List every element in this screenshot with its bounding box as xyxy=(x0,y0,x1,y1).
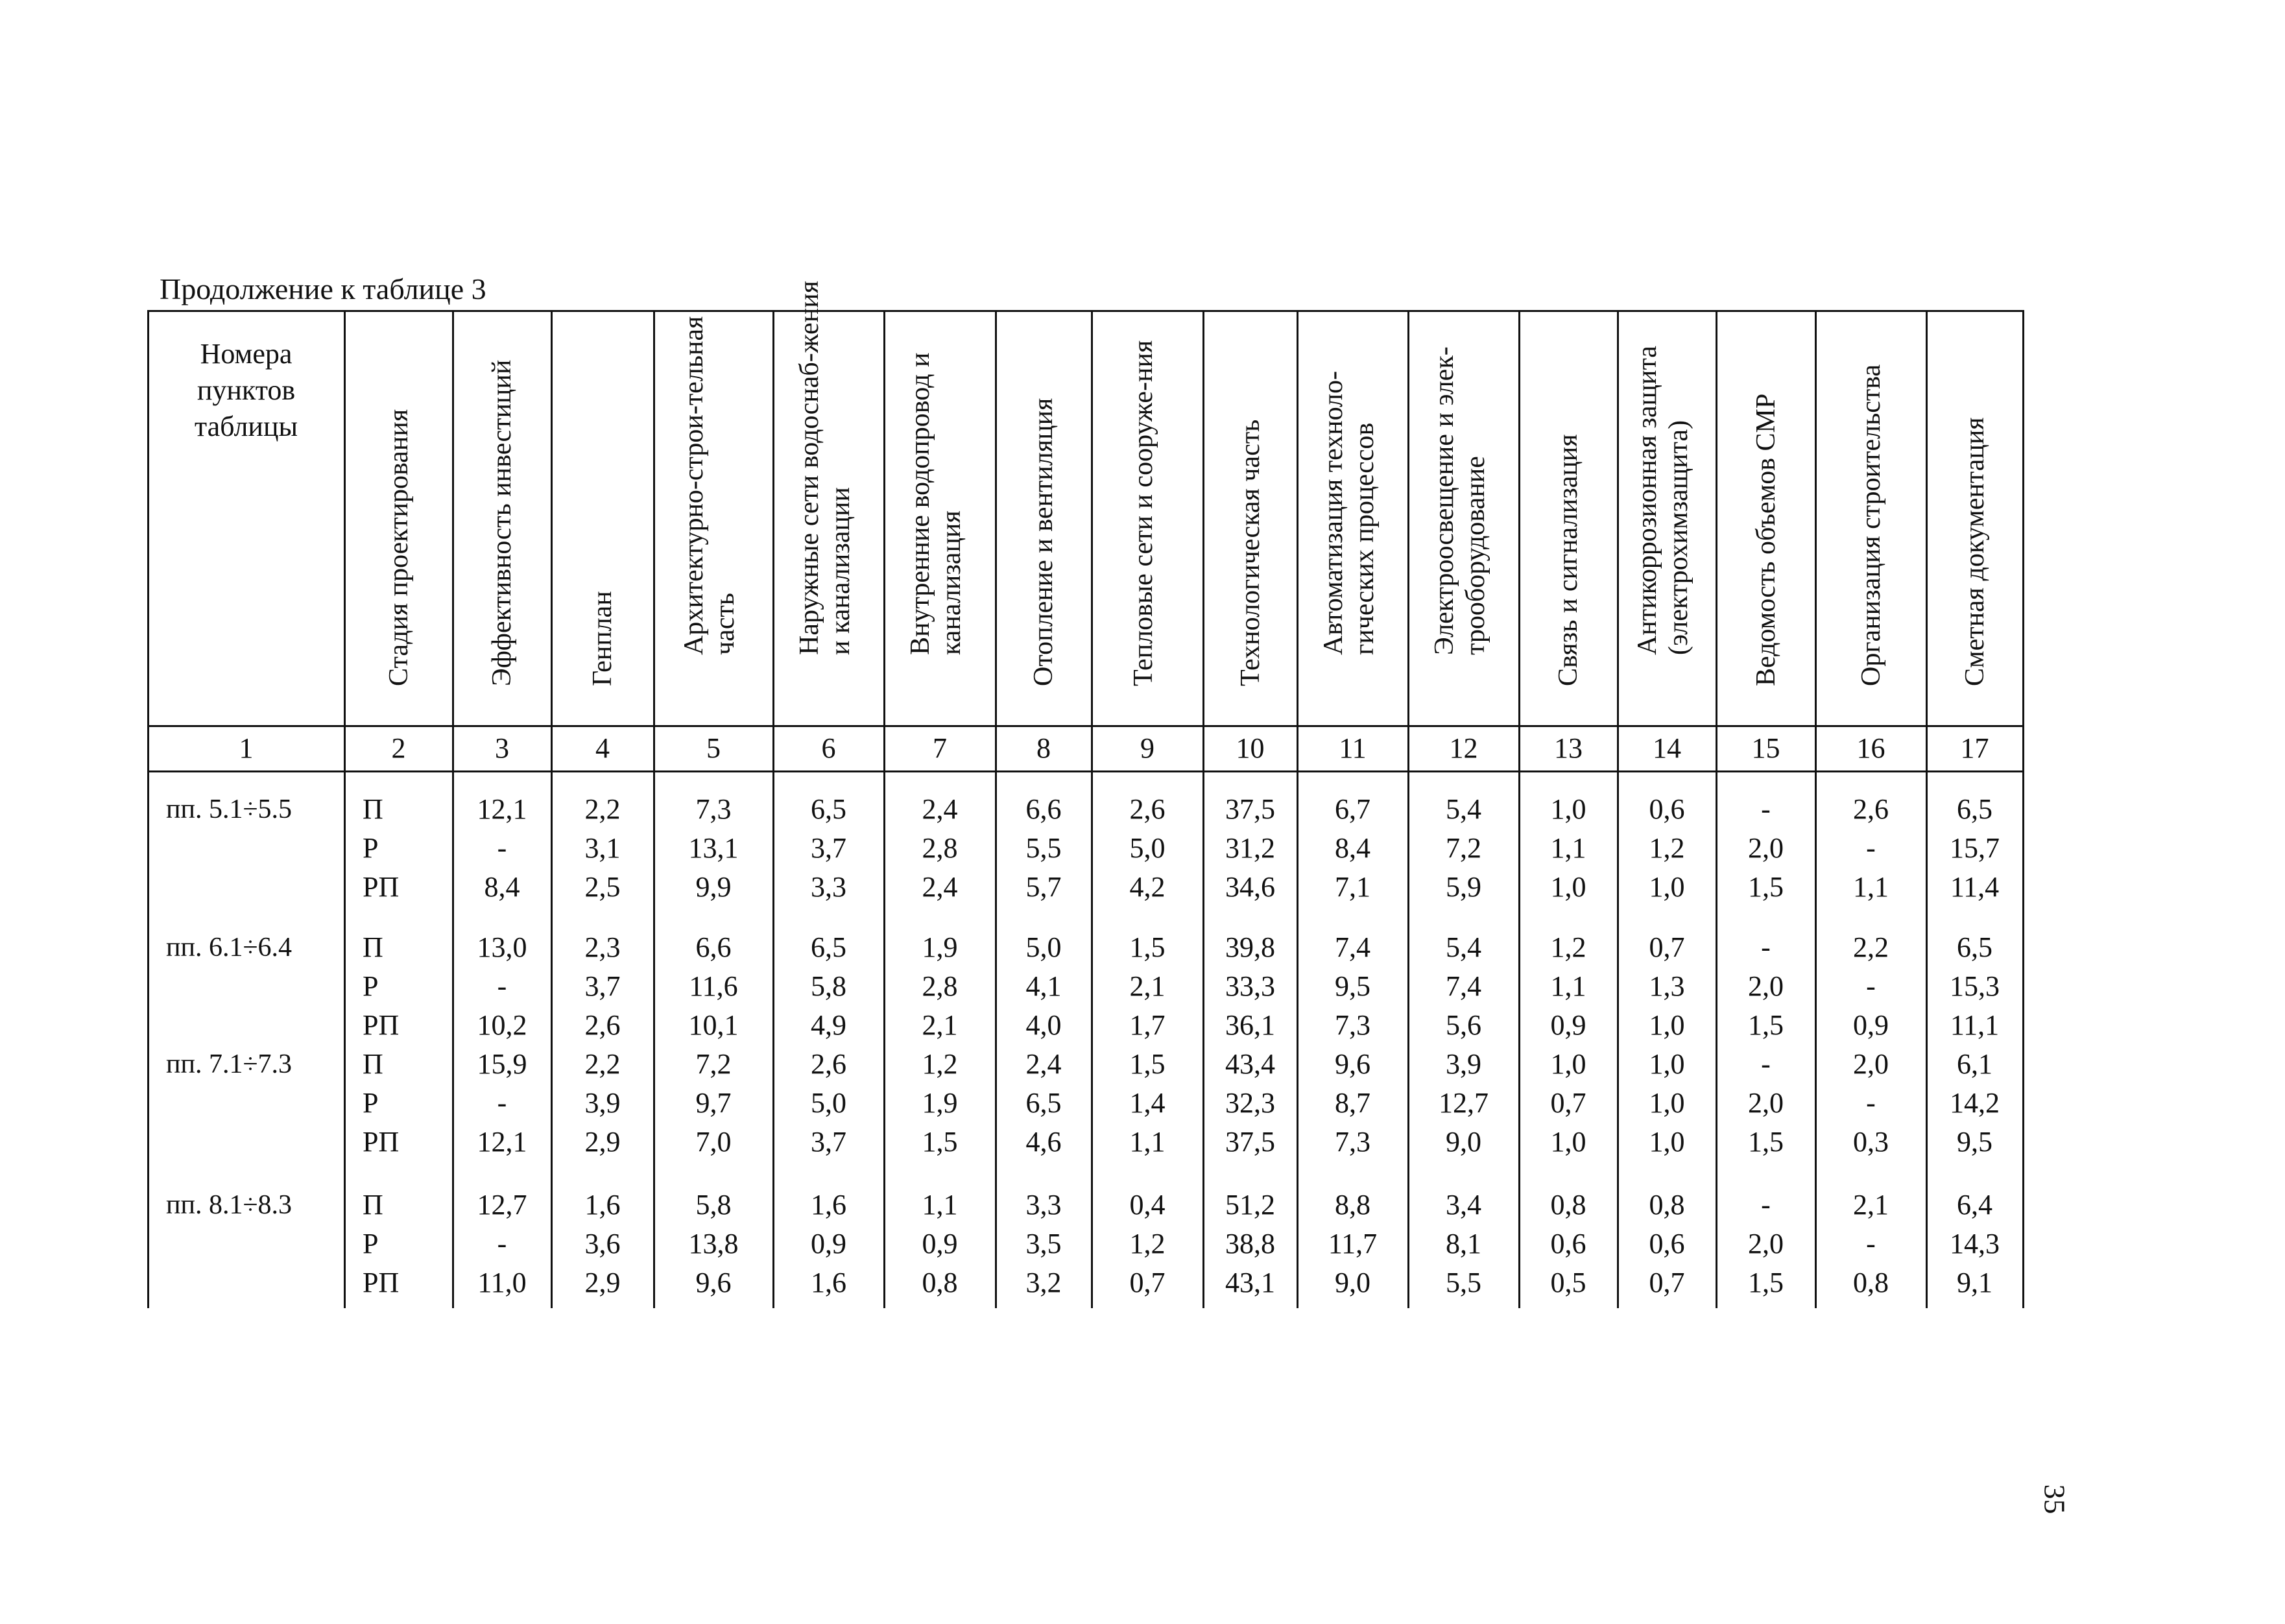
value-cell: 1,2 xyxy=(922,1048,958,1080)
group-label: пп. 6.1÷6.4 xyxy=(166,933,293,962)
value-cell: 2,8 xyxy=(922,832,958,864)
value-cell: 12,1 xyxy=(477,1126,527,1158)
value-cell: 2,4 xyxy=(922,793,958,825)
value-cell: 1,5 xyxy=(1748,1009,1784,1041)
value-cell: 3,4 xyxy=(1446,1189,1481,1221)
value-cell: 2,2 xyxy=(584,1048,621,1080)
value-cell: 5,0 xyxy=(1025,931,1062,963)
value-cell: 3,7 xyxy=(811,1126,846,1158)
group-label: пп. 5.1÷5.5 xyxy=(166,794,293,824)
header-cell xyxy=(1815,310,1926,725)
value-cell: 11,7 xyxy=(1328,1228,1378,1260)
value-cell: - xyxy=(497,832,507,864)
stage-cell: Р xyxy=(363,832,379,864)
value-cell: 5,6 xyxy=(1446,1009,1481,1041)
header-rotated-label: Автоматизация техноло-гических процессов xyxy=(1319,370,1380,655)
value-cell: 14,3 xyxy=(1950,1228,2000,1260)
value-cell: 5,4 xyxy=(1446,931,1481,963)
header-rotated-label: Электроосвещение и элек-трооборудование xyxy=(1430,346,1490,655)
value-cell: 11,6 xyxy=(689,970,738,1002)
value-cell: 38,8 xyxy=(1225,1228,1275,1260)
header-cell xyxy=(1297,310,1408,725)
value-cell: 1,0 xyxy=(1649,871,1685,903)
value-cell: 0,7 xyxy=(1649,931,1685,963)
column-number: 9 xyxy=(1140,732,1154,764)
value-cell: 7,4 xyxy=(1446,970,1481,1002)
value-cell: 9,7 xyxy=(695,1087,732,1119)
value-cell: 7,2 xyxy=(695,1048,732,1080)
value-cell: 5,9 xyxy=(1446,871,1481,903)
column-number: 2 xyxy=(391,732,406,764)
value-cell: 2,5 xyxy=(584,871,621,903)
value-cell: 6,6 xyxy=(1025,793,1062,825)
value-cell: 1,9 xyxy=(922,931,958,963)
header-cell xyxy=(996,310,1092,725)
column-number: 7 xyxy=(933,732,947,764)
value-cell: 9,5 xyxy=(1957,1126,1992,1158)
header-cell xyxy=(551,310,654,725)
value-cell: 2,0 xyxy=(1853,1048,1889,1080)
value-cell: 6,5 xyxy=(811,931,846,963)
header-rotated-label: Отопление и вентиляция xyxy=(1029,398,1059,686)
value-cell: 13,8 xyxy=(688,1228,739,1260)
value-cell: 6,5 xyxy=(1025,1087,1062,1119)
stage-cell: РП xyxy=(363,1267,400,1298)
header-cell: Номера пунктов таблицы xyxy=(194,338,298,442)
value-cell: 0,8 xyxy=(922,1267,958,1298)
value-cell: 9,0 xyxy=(1446,1126,1481,1158)
group-label: пп. 8.1÷8.3 xyxy=(166,1190,293,1220)
value-cell: 1,0 xyxy=(1550,793,1586,825)
stage-cell: РП xyxy=(363,1126,400,1158)
value-cell: 2,6 xyxy=(584,1009,621,1041)
header-rotated-label: Наружные сети водоснаб-жения и канализации xyxy=(795,280,855,655)
value-cell: 0,6 xyxy=(1649,793,1685,825)
value-cell: 33,3 xyxy=(1225,970,1275,1002)
value-cell: 2,0 xyxy=(1748,832,1784,864)
value-cell: 2,6 xyxy=(1853,793,1889,825)
value-cell: 0,9 xyxy=(811,1228,846,1260)
value-cell: 10,1 xyxy=(688,1009,739,1041)
header-rotated-label: Сметная документация xyxy=(1960,417,1990,686)
value-cell: 1,5 xyxy=(1748,1126,1784,1158)
value-cell: 10,2 xyxy=(477,1009,527,1041)
value-cell: 6,1 xyxy=(1957,1048,1992,1080)
value-cell: 9,9 xyxy=(695,871,732,903)
value-cell: 8,7 xyxy=(1335,1087,1370,1119)
value-cell: 1,3 xyxy=(1649,970,1685,1002)
value-cell: 2,1 xyxy=(1853,1189,1889,1221)
column-number: 12 xyxy=(1449,732,1478,764)
value-cell: 5,0 xyxy=(1129,832,1166,864)
value-cell: 1,0 xyxy=(1649,1009,1685,1041)
column-number: 1 xyxy=(239,732,254,764)
header-rotated-label: Технологическая часть xyxy=(1236,419,1265,686)
value-cell: 0,7 xyxy=(1129,1267,1166,1298)
value-cell: - xyxy=(497,1228,507,1260)
value-cell: 15,3 xyxy=(1950,970,2000,1002)
value-cell: 3,1 xyxy=(584,832,621,864)
value-cell: 1,0 xyxy=(1649,1087,1685,1119)
value-cell: 0,4 xyxy=(1129,1189,1166,1221)
value-cell: 4,0 xyxy=(1025,1009,1062,1041)
value-cell: 9,5 xyxy=(1335,970,1370,1002)
value-cell: 1,9 xyxy=(922,1087,958,1119)
column-number: 15 xyxy=(1751,732,1780,764)
value-cell: 51,2 xyxy=(1225,1189,1275,1221)
header-cell xyxy=(654,310,773,725)
value-cell: 2,9 xyxy=(584,1267,621,1298)
value-cell: - xyxy=(497,970,507,1002)
stage-cell: П xyxy=(363,793,383,825)
value-cell: 7,2 xyxy=(1446,832,1481,864)
page-number: 35 xyxy=(2038,1484,2072,1514)
value-cell: 1,1 xyxy=(1853,871,1889,903)
value-cell: 3,3 xyxy=(1025,1189,1062,1221)
header-rotated-label: Генплан xyxy=(588,591,617,686)
value-cell: 7,3 xyxy=(1335,1009,1370,1041)
header-rotated-label: Архитектурно-строи-тельная часть xyxy=(679,316,740,655)
value-cell: 13,1 xyxy=(688,832,739,864)
value-cell: 6,6 xyxy=(695,931,732,963)
group-label: пп. 7.1÷7.3 xyxy=(166,1049,293,1079)
value-cell: 7,3 xyxy=(695,793,732,825)
value-cell: 0,8 xyxy=(1853,1267,1889,1298)
value-cell: 1,0 xyxy=(1649,1048,1685,1080)
value-cell: 3,6 xyxy=(584,1228,621,1260)
value-cell: 4,9 xyxy=(811,1009,846,1041)
value-cell: 36,1 xyxy=(1225,1009,1275,1041)
value-cell: 2,8 xyxy=(922,970,958,1002)
value-cell: 1,6 xyxy=(584,1189,621,1221)
value-cell: 4,1 xyxy=(1025,970,1062,1002)
stage-cell: Р xyxy=(363,1087,379,1119)
value-cell: 0,9 xyxy=(1550,1009,1586,1041)
value-cell: 1,7 xyxy=(1129,1009,1166,1041)
value-cell: 1,6 xyxy=(811,1267,846,1298)
table-title: Продолжение к таблице 3 xyxy=(160,272,486,305)
value-cell: 43,1 xyxy=(1225,1267,1275,1298)
value-cell: 3,7 xyxy=(584,970,621,1002)
value-cell: 1,4 xyxy=(1129,1087,1166,1119)
value-cell: 0,7 xyxy=(1550,1087,1586,1119)
value-cell: 5,5 xyxy=(1446,1267,1481,1298)
value-cell: 6,7 xyxy=(1335,793,1370,825)
header-cell xyxy=(1408,310,1519,725)
value-cell: 6,4 xyxy=(1957,1189,1992,1221)
value-cell: 2,6 xyxy=(811,1048,846,1080)
value-cell: 1,2 xyxy=(1129,1228,1166,1260)
value-cell: 4,2 xyxy=(1129,871,1166,903)
value-cell: 1,2 xyxy=(1550,931,1586,963)
value-cell: 1,5 xyxy=(1129,931,1166,963)
value-cell: 1,1 xyxy=(1550,970,1586,1002)
value-cell: 34,6 xyxy=(1225,871,1275,903)
value-cell: 1,5 xyxy=(1129,1048,1166,1080)
column-number: 17 xyxy=(1960,732,1989,764)
value-cell: 12,7 xyxy=(477,1189,527,1221)
header-rotated-label: Стадия проектирования xyxy=(384,409,414,686)
value-cell: 2,2 xyxy=(1853,931,1889,963)
value-cell: 1,5 xyxy=(1748,871,1784,903)
header-cell xyxy=(1618,310,1716,725)
value-cell: 5,8 xyxy=(695,1189,732,1221)
column-border xyxy=(147,310,149,1308)
stage-cell: РП xyxy=(363,1009,400,1041)
column-number: 13 xyxy=(1554,732,1583,764)
value-cell: 12,7 xyxy=(1439,1087,1489,1119)
value-cell: 0,8 xyxy=(1649,1189,1685,1221)
value-cell: - xyxy=(1761,931,1771,963)
value-cell: 37,5 xyxy=(1225,793,1275,825)
value-cell: 2,9 xyxy=(584,1126,621,1158)
header-cell xyxy=(453,310,551,725)
value-cell: 1,5 xyxy=(922,1126,958,1158)
value-cell: 0,7 xyxy=(1649,1267,1685,1298)
value-cell: 0,9 xyxy=(1853,1009,1889,1041)
value-cell: 1,0 xyxy=(1550,871,1586,903)
value-cell: 6,5 xyxy=(1957,931,1992,963)
value-cell: 5,4 xyxy=(1446,793,1481,825)
value-cell: 1,0 xyxy=(1550,1048,1586,1080)
value-cell: 8,4 xyxy=(484,871,520,903)
value-cell: 1,2 xyxy=(1649,832,1685,864)
column-number: 11 xyxy=(1339,732,1367,764)
stage-cell: РП xyxy=(363,871,400,903)
stage-cell: П xyxy=(363,1048,383,1080)
value-cell: - xyxy=(497,1087,507,1119)
value-cell: 1,0 xyxy=(1550,1126,1586,1158)
header-rotated-label: Организация строительства xyxy=(1856,364,1886,686)
header-cell xyxy=(1716,310,1815,725)
value-cell: 0,8 xyxy=(1550,1189,1586,1221)
value-cell: 43,4 xyxy=(1225,1048,1275,1080)
value-cell: - xyxy=(1761,1048,1771,1080)
value-cell: 2,0 xyxy=(1748,970,1784,1002)
header-rotated-label: Ведомость объемов СМР xyxy=(1751,393,1781,686)
value-cell: 15,7 xyxy=(1950,832,2000,864)
column-number: 10 xyxy=(1236,732,1265,764)
value-cell: 7,0 xyxy=(695,1126,732,1158)
value-cell: 6,5 xyxy=(1957,793,1992,825)
value-cell: 2,1 xyxy=(1129,970,1166,1002)
stage-cell: П xyxy=(363,1189,383,1221)
value-cell: 1,1 xyxy=(1129,1126,1166,1158)
value-cell: 2,6 xyxy=(1129,793,1166,825)
value-cell: 1,6 xyxy=(811,1189,846,1221)
column-number: 16 xyxy=(1856,732,1885,764)
value-cell: - xyxy=(1761,1189,1771,1221)
value-cell: 11,4 xyxy=(1950,871,2000,903)
value-cell: 2,2 xyxy=(584,793,621,825)
value-cell: 5,0 xyxy=(811,1087,846,1119)
column-number: 4 xyxy=(595,732,610,764)
value-cell: - xyxy=(1866,832,1876,864)
value-cell: 39,8 xyxy=(1225,931,1275,963)
column-number: 14 xyxy=(1653,732,1681,764)
header-rotated-label: Антикоррозионная защита (электрохимзащита) xyxy=(1633,346,1693,655)
header-rotated-label: Эффективность инвестиций xyxy=(487,359,517,686)
value-cell: 2,4 xyxy=(1025,1048,1062,1080)
value-cell: 5,7 xyxy=(1025,871,1062,903)
column-number: 6 xyxy=(821,732,836,764)
value-cell: 1,5 xyxy=(1748,1267,1784,1298)
value-cell: 3,9 xyxy=(584,1087,621,1119)
header-cell xyxy=(1519,310,1618,725)
value-cell: 37,5 xyxy=(1225,1126,1275,1158)
header-rotated-label: Внутренние водопровод и канализация xyxy=(905,352,966,655)
value-cell: 9,0 xyxy=(1335,1267,1370,1298)
value-cell: 0,5 xyxy=(1550,1267,1586,1298)
value-cell: 3,3 xyxy=(811,871,846,903)
value-cell: 2,4 xyxy=(922,871,958,903)
column-number: 3 xyxy=(495,732,509,764)
value-cell: 4,6 xyxy=(1025,1126,1062,1158)
value-cell: 15,9 xyxy=(477,1048,527,1080)
header-cell xyxy=(1926,310,2023,725)
value-cell: 0,6 xyxy=(1550,1228,1586,1260)
value-cell: 1,1 xyxy=(922,1189,958,1221)
value-cell: 2,0 xyxy=(1748,1228,1784,1260)
value-cell: 3,9 xyxy=(1446,1048,1481,1080)
value-cell: 2,0 xyxy=(1748,1087,1784,1119)
header-cell xyxy=(884,310,996,725)
header-cell xyxy=(1092,310,1203,725)
value-cell: 1,1 xyxy=(1550,832,1586,864)
value-cell: 7,3 xyxy=(1335,1126,1370,1158)
header-rotated-label: Связь и сигнализация xyxy=(1553,434,1583,686)
value-cell: 1,0 xyxy=(1649,1126,1685,1158)
header-bottom-border xyxy=(148,725,2023,727)
header-rotated-label: Тепловые сети и сооруже-ния xyxy=(1129,340,1158,686)
column-number: 8 xyxy=(1036,732,1051,764)
value-cell: 0,3 xyxy=(1853,1126,1889,1158)
value-cell: 9,6 xyxy=(1335,1048,1370,1080)
value-cell: 7,4 xyxy=(1335,931,1370,963)
value-cell: - xyxy=(1866,1228,1876,1260)
value-cell: 32,3 xyxy=(1225,1087,1275,1119)
header-cell xyxy=(1203,310,1297,725)
value-cell: 9,1 xyxy=(1957,1267,1992,1298)
stage-cell: Р xyxy=(363,1228,379,1260)
value-cell: 9,6 xyxy=(695,1267,732,1298)
value-cell: 8,1 xyxy=(1446,1228,1481,1260)
column-numbers-bottom-border xyxy=(148,770,2023,772)
header-cell xyxy=(773,280,884,725)
value-cell: 0,9 xyxy=(922,1228,958,1260)
value-cell: - xyxy=(1761,793,1771,825)
value-cell: 0,6 xyxy=(1649,1228,1685,1260)
value-cell: 8,8 xyxy=(1335,1189,1370,1221)
value-cell: 7,1 xyxy=(1335,871,1370,903)
value-cell: 3,5 xyxy=(1025,1228,1062,1260)
value-cell: 8,4 xyxy=(1335,832,1370,864)
value-cell: - xyxy=(1866,970,1876,1002)
column-number: 5 xyxy=(706,732,721,764)
value-cell: 2,1 xyxy=(922,1009,958,1041)
stage-cell: Р xyxy=(363,970,379,1002)
value-cell: 2,3 xyxy=(584,931,621,963)
value-cell: 13,0 xyxy=(477,931,527,963)
value-cell: 12,1 xyxy=(477,793,527,825)
value-cell: 11,1 xyxy=(1950,1009,2000,1041)
value-cell: 31,2 xyxy=(1225,832,1275,864)
value-cell: 5,5 xyxy=(1025,832,1062,864)
value-cell: 3,2 xyxy=(1025,1267,1062,1298)
value-cell: 11,0 xyxy=(477,1267,527,1298)
header-cell xyxy=(344,310,453,725)
value-cell: 3,7 xyxy=(811,832,846,864)
stage-cell: П xyxy=(363,931,383,963)
value-cell: 14,2 xyxy=(1950,1087,2000,1119)
value-cell: 6,5 xyxy=(811,793,846,825)
value-cell: - xyxy=(1866,1087,1876,1119)
value-cell: 5,8 xyxy=(811,970,846,1002)
